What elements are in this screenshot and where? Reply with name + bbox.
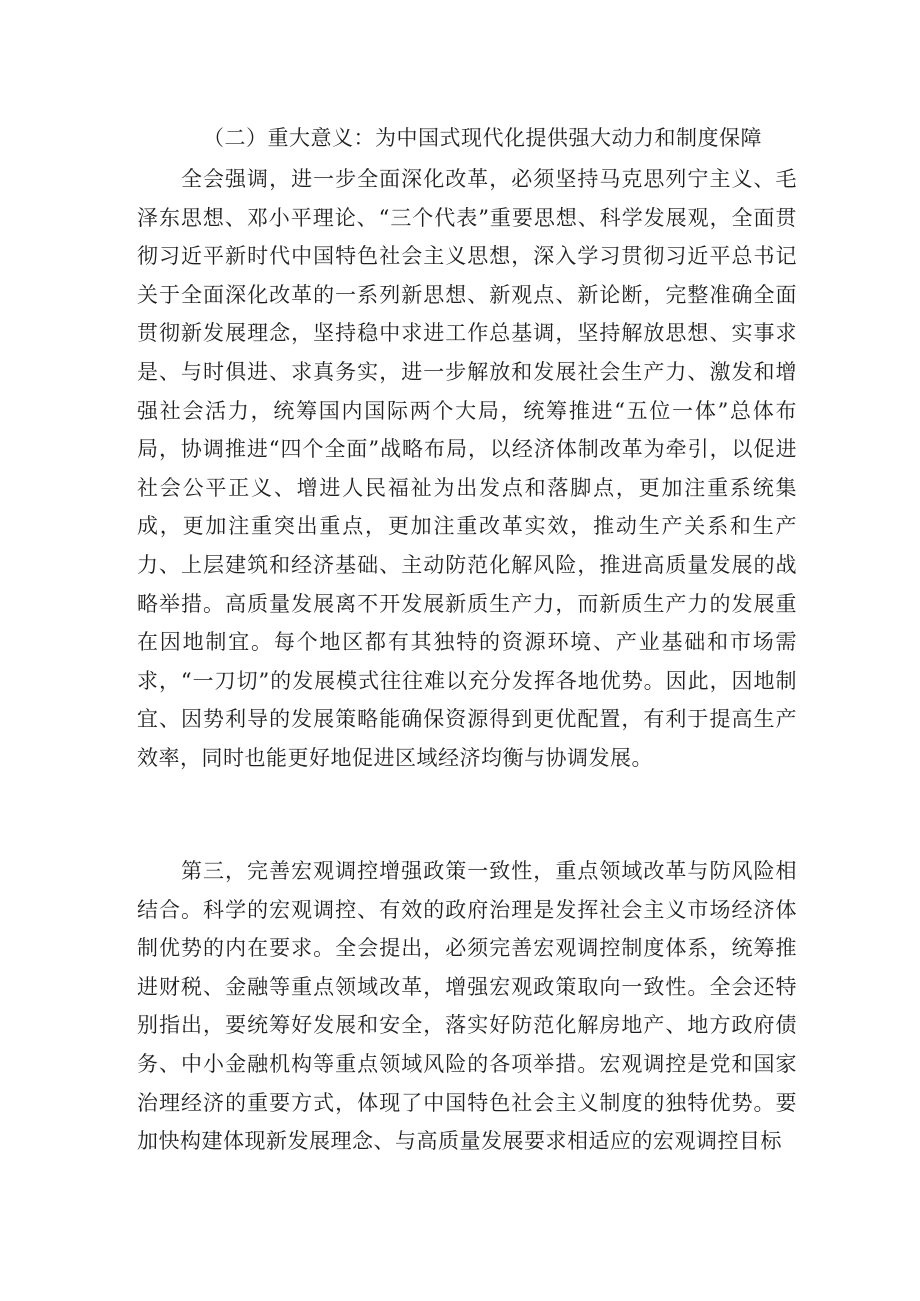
body-paragraph-1: 全会强调，进一步全面深化改革，必须坚持马克思列宁主义、毛泽东思想、邓小平理论、“三个代表”重要思想、科学发展观，全面贯彻习近平新时代中国特色社会主义思想，深入学习贯彻习近平总书记关于全面深化改革的一系列新思想、新观点、新论断，完整准确全面贯彻新发展理念，坚持稳中求进工作总基调，坚持解放思想、实事求是、与时俱进、求真务实，进一步解放和发展社会生产力、激发和增强社会活力，统筹国内国际两个大局，统筹推进“五位一体”总体布局，协调推进“四个全面”战略布局，以经济体制改革为牵引，以促进社会公平正义、增进人民福祉为出发点和落脚点，更加注重系统集成，更加注重突出重点，更加注重改革实效，推动生产关系和生产力、上层建筑和经济基础、主动防范化解风险，推进高质量发展的战略举措。高质量发展离不开发展新质生产力，而新质生产力的发展重在因地制宜。每个地区都有其独特的资源环境、产业基础和市场需求，“一刀切”的发展模式往往难以充分发挥各地优势。因此，因地制宜、因势利导的发展策略能确保资源得到更优配置，有利于提高生产效率，同时也能更好地促进区域经济均衡与协调发展。 (137, 167, 797, 770)
body-paragraph-2: 第三，完善宏观调控增强政策一致性，重点领域改革与防风险相结合。科学的宏观调控、有效的政府治理是发挥社会主义市场经济体制优势的内在要求。全会提出，必须完善宏观调控制度体系，统筹推进财税、金融等重点领域改革，增强宏观政策取向一致性。全会还特别指出，要统筹好发展和安全，落实好防范化解房地产、地方政府债务、中小金融机构等重点领域风险的各项举措。宏观调控是党和国家治理经济的重要方式，体现了中国特色社会主义制度的独特优势。要加快构建体现新发展理念、与高质量发展要求相适应的宏观调控目标 (137, 859, 797, 1154)
section-heading: （二）重大意义：为中国式现代化提供强大动力和制度保障 (203, 126, 762, 150)
paragraph-block-2 (137, 852, 797, 1161)
paragraph-block-1 (137, 160, 797, 778)
